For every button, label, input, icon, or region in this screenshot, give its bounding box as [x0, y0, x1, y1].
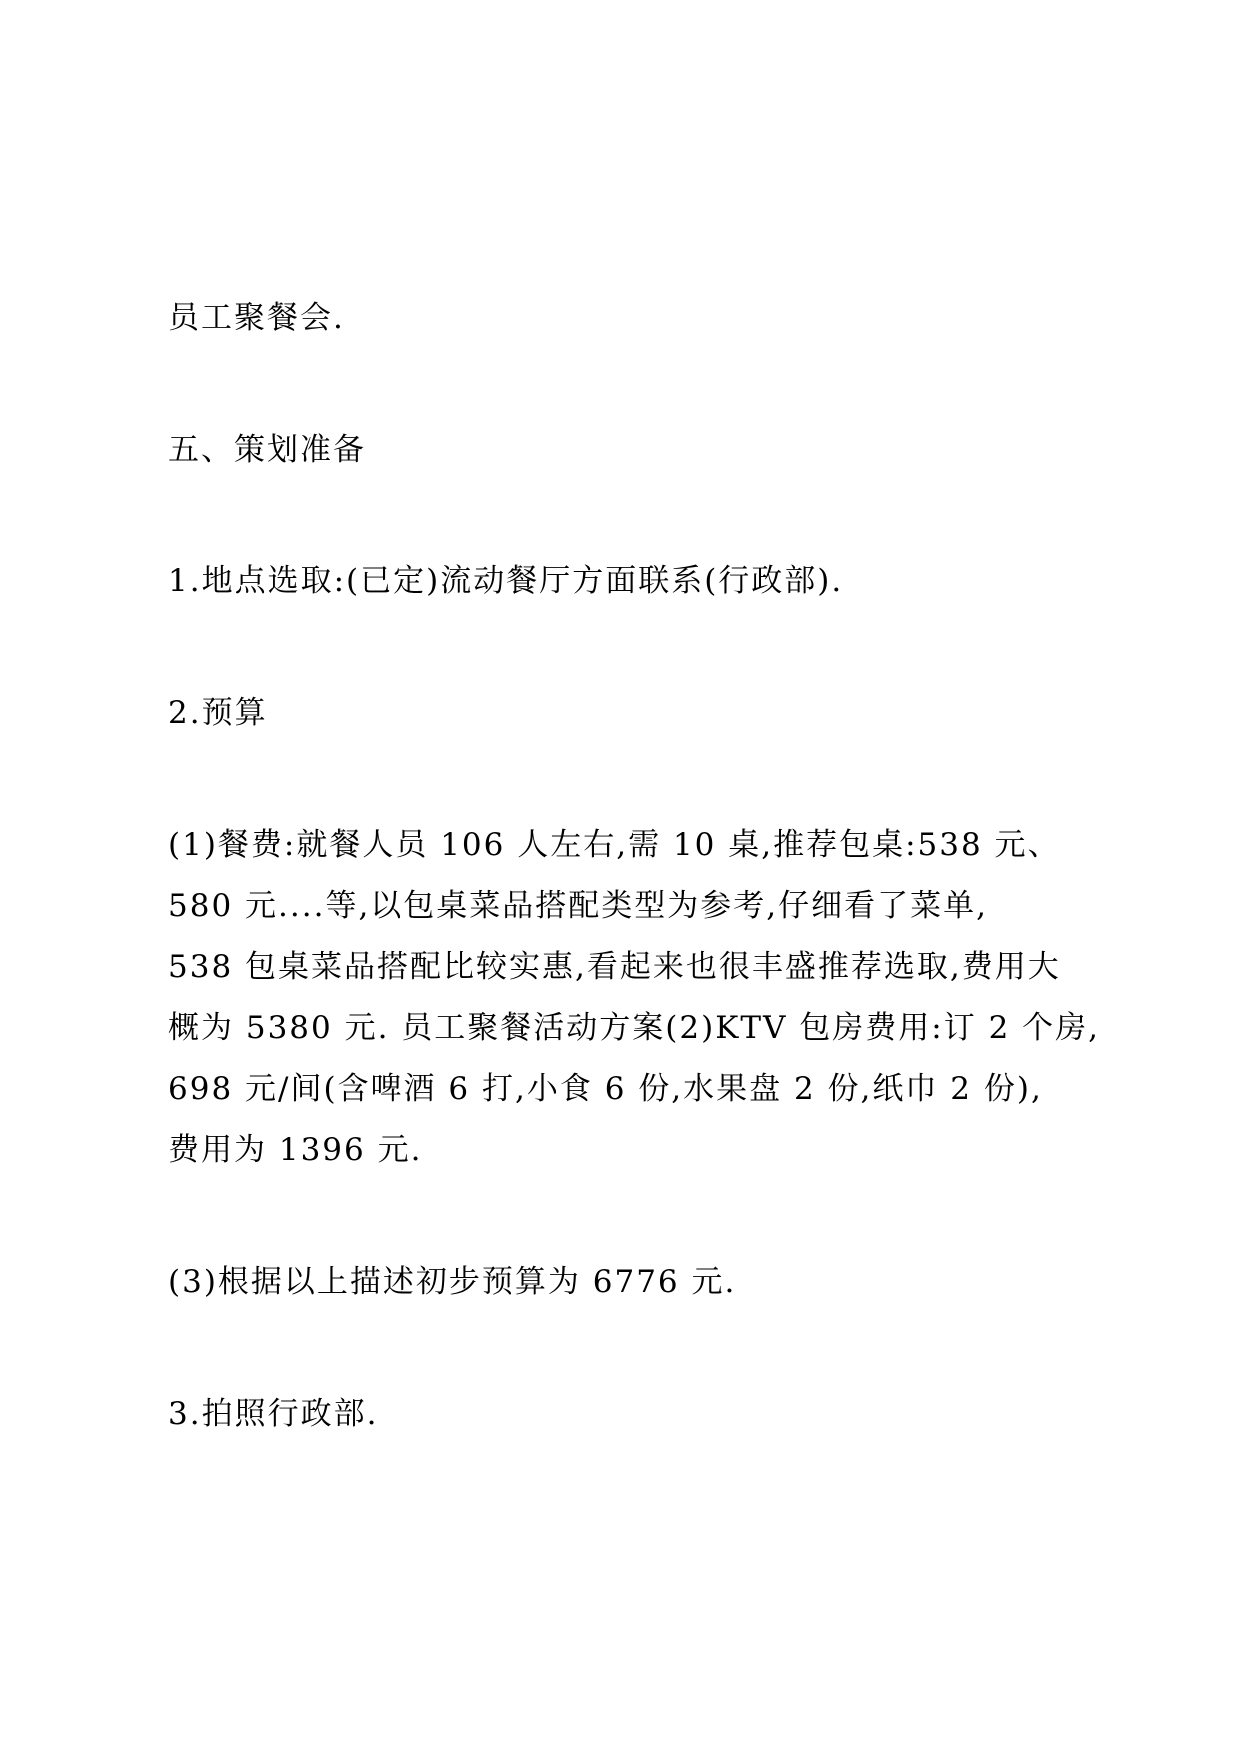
- budget-paragraph-line-2: 580 元....等,以包桌菜品搭配类型为参考,仔细看了菜单,: [168, 888, 988, 924]
- line-closing-item: 员工聚餐会.: [168, 300, 345, 336]
- budget-paragraph-line-4: 概为 5380 元. 员工聚餐活动方案(2)KTV 包房费用:订 2 个房,: [168, 1010, 1101, 1046]
- budget-paragraph-line-5: 698 元/间(含啤酒 6 打,小食 6 份,水果盘 2 份,纸巾 2 份),: [168, 1071, 1043, 1107]
- item-2-budget: 2.预算: [168, 695, 268, 731]
- budget-paragraph-line-3: 538 包桌菜品搭配比较实惠,看起来也很丰盛推荐选取,费用大: [168, 949, 1061, 985]
- item-3-photography: 3.拍照行政部.: [168, 1396, 379, 1432]
- budget-paragraph-line-1: (1)餐费:就餐人员 106 人左右,需 10 桌,推荐包桌:538 元、: [168, 827, 1061, 863]
- item-1-location: 1.地点选取:(已定)流动餐厅方面联系(行政部).: [168, 563, 844, 599]
- budget-total: (3)根据以上描述初步预算为 6776 元.: [168, 1264, 737, 1300]
- section-heading-planning: 五、策划准备: [168, 432, 366, 468]
- budget-paragraph-line-6: 费用为 1396 元.: [168, 1132, 423, 1168]
